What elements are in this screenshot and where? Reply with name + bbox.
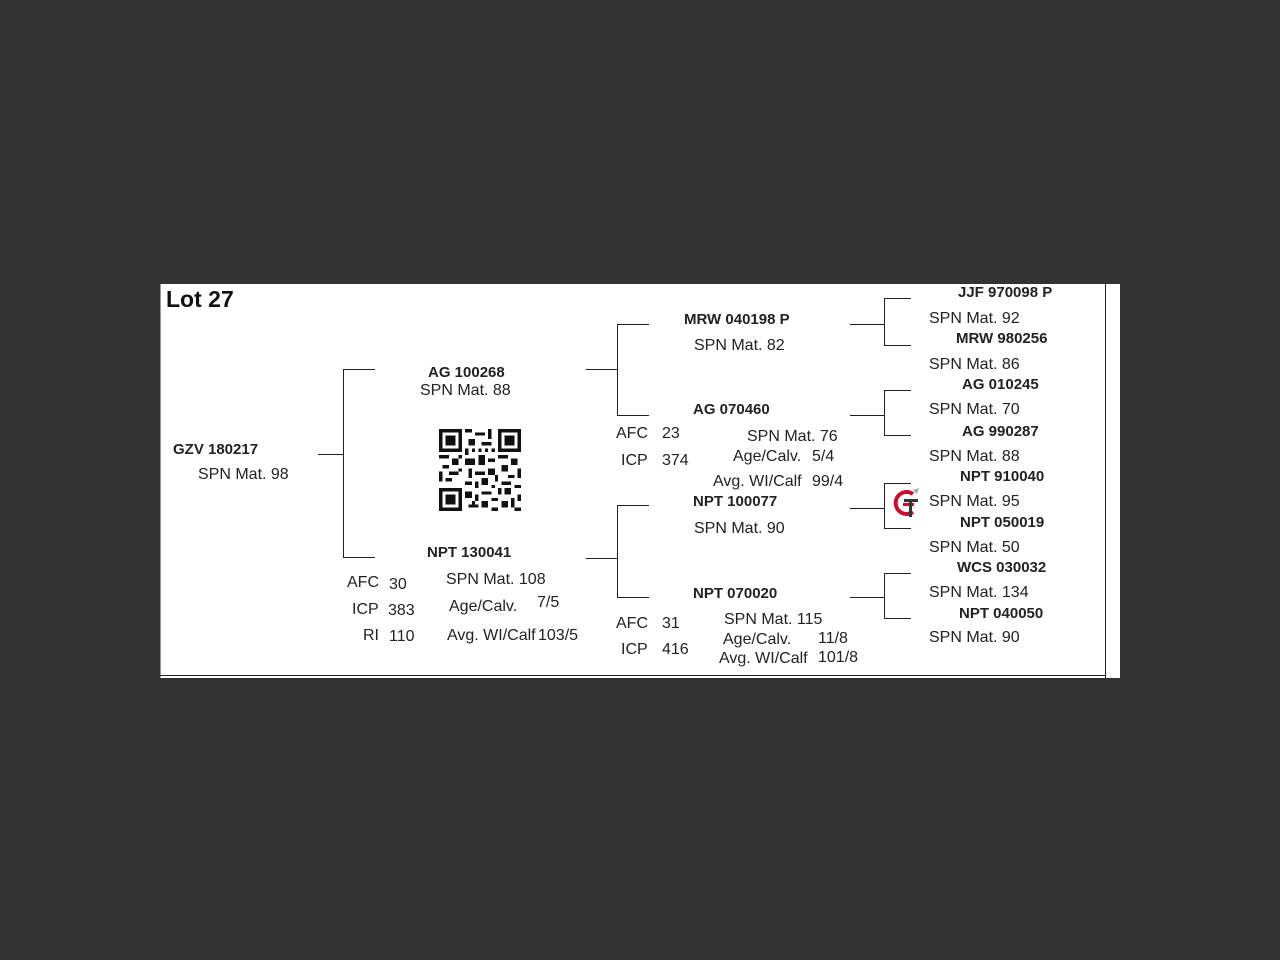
ggp-3-id: AG 010245 [962, 376, 1039, 393]
connector-line [617, 324, 618, 416]
dam-avg-wi-label: Avg. WI/Calf [447, 627, 536, 644]
dam-ri-label: RI [363, 627, 379, 644]
connector-line [617, 597, 649, 598]
animal-spn: SPN Mat. 98 [198, 466, 289, 483]
sire-dam-avg-wi-label: Avg. WI/Calf [713, 473, 802, 490]
dam-afc-value: 30 [389, 576, 407, 593]
ggp-8-id: NPT 040050 [959, 605, 1044, 622]
sire-dam-age-calv-label: Age/Calv. [733, 448, 802, 465]
sire-dam-afc-value: 23 [662, 425, 680, 442]
card-border-right [1105, 284, 1106, 678]
dam-icp-value: 383 [388, 602, 415, 619]
dam-afc-label: AFC [347, 574, 379, 591]
connector-line [343, 369, 375, 370]
sire-dam-icp-value: 374 [662, 452, 689, 469]
ggp-6-spn: SPN Mat. 50 [929, 539, 1020, 556]
dam-dam-age-calv-value: 11/8 [818, 630, 848, 647]
connector-line [586, 369, 618, 370]
dam-dam-id: NPT 070020 [693, 585, 778, 602]
dam-dam-avg-wi-value: 101/8 [818, 649, 859, 666]
connector-line [617, 505, 618, 598]
ggp-5-id: NPT 910040 [960, 468, 1045, 485]
connector-line [343, 557, 375, 558]
sire-sire-id: MRW 040198 P [684, 311, 790, 328]
dam-dam-avg-wi-label: Avg. WI/Calf [719, 650, 808, 667]
connector-line [884, 298, 911, 299]
dam-age-calv-value: 7/5 [537, 594, 560, 611]
connector-line [884, 618, 911, 619]
connector-line [343, 369, 344, 558]
ggp-8-spn: SPN Mat. 90 [929, 629, 1020, 646]
card-border-left [160, 284, 161, 678]
sire-dam-spn: SPN Mat. 76 [747, 428, 838, 445]
lot-title: Lot 27 [166, 286, 234, 312]
sire-id: AG 100268 [428, 364, 505, 381]
sire-dam-afc-label: AFC [616, 425, 648, 442]
ggp-4-id: AG 990287 [962, 423, 1039, 440]
dam-sire-id: NPT 100077 [693, 493, 778, 510]
dam-spn: SPN Mat. 108 [446, 571, 546, 588]
sire-dam-icp-label: ICP [621, 452, 648, 469]
dam-id: NPT 130041 [427, 544, 512, 561]
connector-line [850, 415, 885, 416]
dam-age-calv-label: Age/Calv. [449, 598, 518, 615]
animal-id: GZV 180217 [173, 441, 259, 458]
sire-sire-spn: SPN Mat. 82 [694, 337, 785, 354]
connector-line [884, 298, 885, 346]
dam-sire-spn: SPN Mat. 90 [694, 520, 785, 537]
connector-line [617, 505, 649, 506]
dam-dam-spn: SPN Mat. 115 [724, 611, 823, 628]
ggp-2-id: MRW 980256 [956, 330, 1048, 347]
connector-line [884, 390, 885, 436]
ggp-7-id: WCS 030032 [957, 559, 1047, 576]
ggp-6-id: NPT 050019 [960, 514, 1045, 531]
ggp-4-spn: SPN Mat. 88 [929, 448, 1020, 465]
sire-dam-age-calv-value: 5/4 [812, 448, 835, 465]
dam-avg-wi-value: 103/5 [538, 627, 579, 644]
connector-line [586, 558, 618, 559]
connector-line [884, 345, 911, 346]
gt-logo-icon [891, 488, 921, 520]
sire-dam-id: AG 070460 [693, 401, 770, 418]
dam-dam-afc-value: 31 [662, 615, 680, 632]
dam-dam-age-calv-label: Age/Calv. [723, 631, 792, 648]
connector-line [850, 508, 885, 509]
connector-line [850, 324, 885, 325]
connector-line [884, 483, 885, 529]
connector-line [617, 324, 649, 325]
ggp-5-spn: SPN Mat. 95 [929, 493, 1020, 510]
connector-line [884, 390, 911, 391]
ggp-2-spn: SPN Mat. 86 [929, 356, 1020, 373]
ggp-1-spn: SPN Mat. 92 [929, 310, 1020, 327]
dam-ri-value: 110 [389, 628, 415, 645]
dam-icp-label: ICP [352, 601, 379, 618]
connector-line [884, 528, 911, 529]
ggp-3-spn: SPN Mat. 70 [929, 401, 1020, 418]
connector-line [884, 435, 911, 436]
connector-line [617, 415, 649, 416]
qr-code-icon [439, 429, 521, 511]
connector-line [318, 454, 344, 455]
card-border-bottom [160, 675, 1106, 676]
pedigree-card [160, 284, 1120, 678]
dam-dam-afc-label: AFC [616, 615, 648, 632]
dam-dam-icp-value: 416 [662, 641, 689, 658]
connector-line [884, 573, 885, 619]
dam-dam-icp-label: ICP [621, 641, 648, 658]
connector-line [884, 573, 911, 574]
ggp-7-spn: SPN Mat. 134 [929, 584, 1029, 601]
sire-dam-avg-wi-value: 99/4 [812, 473, 844, 490]
ggp-1-id: JJF 970098 P [958, 284, 1053, 301]
connector-line [850, 597, 885, 598]
connector-line [884, 483, 911, 484]
sire-spn: SPN Mat. 88 [420, 382, 511, 399]
